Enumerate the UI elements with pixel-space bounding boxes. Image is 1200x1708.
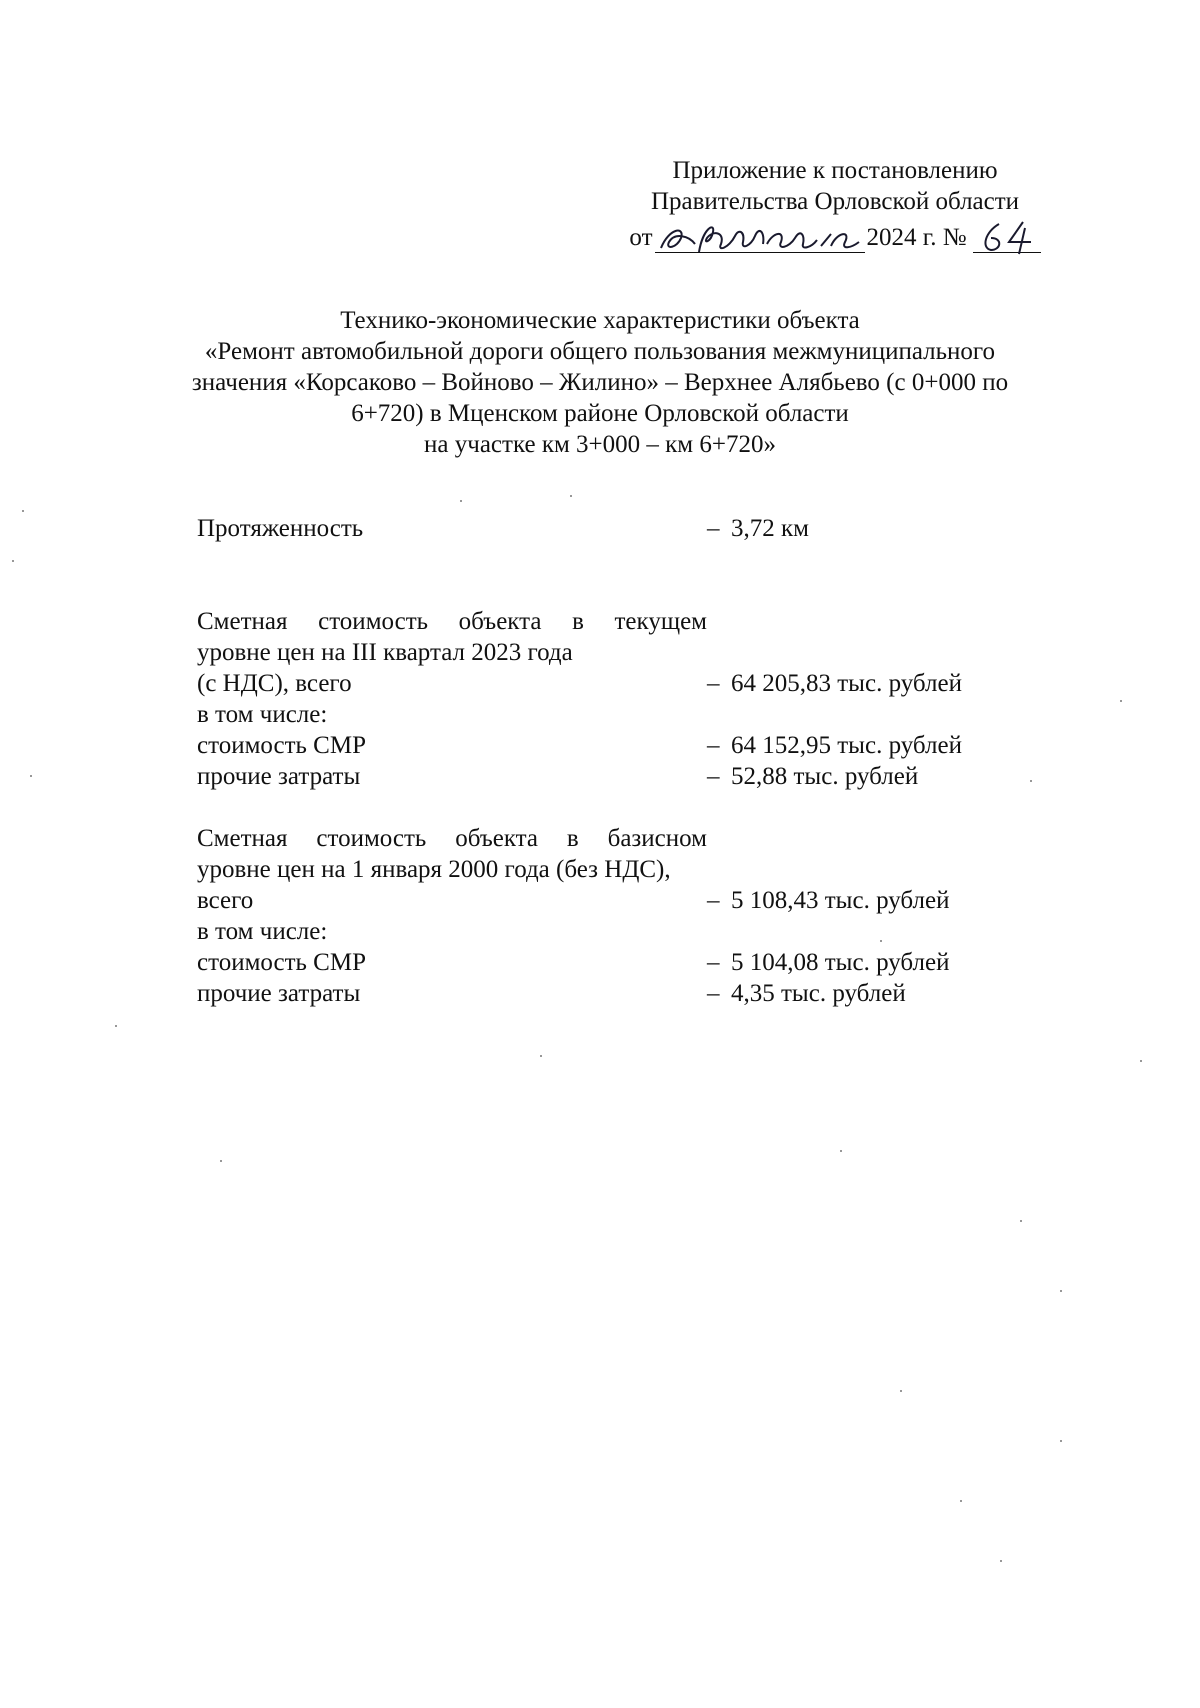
- title-line-4: 6+720) в Мценском районе Орловской области: [351, 400, 849, 427]
- base-cost-label-line-2: уровне цен на 1 января 2000 года (без НДС),: [197, 856, 671, 883]
- base-smr-value: 5 104,08 тыс. рублей: [731, 949, 950, 976]
- characteristics-list: [197, 513, 1057, 1009]
- current-other-row: [197, 761, 1057, 792]
- appendix-line-2: Правительства Орловской области: [650, 188, 1020, 215]
- appendix-header: [600, 155, 1070, 253]
- handwritten-date: [655, 226, 865, 253]
- base-other-value: 4,35 тыс. рублей: [731, 980, 906, 1007]
- base-other-row: [197, 978, 1057, 1009]
- base-cost-total: 5 108,43 тыс. рублей: [731, 887, 950, 914]
- handwritten-number: [973, 226, 1041, 253]
- base-smr-row: [197, 947, 1057, 978]
- current-smr-label: стоимость СМР: [197, 732, 366, 759]
- base-cost-label-line-3: всего: [197, 887, 254, 914]
- dash: –: [707, 670, 720, 697]
- appendix-line-1: Приложение к постановлению: [672, 157, 998, 184]
- current-other-value: 52,88 тыс. рублей: [731, 763, 919, 790]
- title-line-2: «Ремонт автомобильной дороги общего пользования межмуниципального: [204, 338, 996, 365]
- appendix-prefix: от: [629, 224, 653, 251]
- title-line-5: на участке км 3+000 – км 6+720»: [424, 431, 776, 458]
- handwritten-date-icon: [655, 218, 865, 258]
- base-cost-label-line-1: Сметная стоимость объекта в базисном: [197, 825, 707, 852]
- dash: –: [707, 763, 720, 790]
- current-cost-total: 64 205,83 тыс. рублей: [731, 670, 962, 697]
- handwritten-number-icon: [973, 218, 1041, 258]
- document-title: [160, 305, 1040, 460]
- current-smr-value: 64 152,95 тыс. рублей: [731, 732, 962, 759]
- base-other-label: прочие затраты: [197, 980, 361, 1007]
- base-cost-total-row: [197, 823, 1057, 916]
- dash: –: [707, 887, 720, 914]
- length-label: Протяженность: [197, 515, 364, 542]
- current-cost-label-line-3: (с НДС), всего: [197, 670, 352, 697]
- current-other-label: прочие затраты: [197, 763, 361, 790]
- current-cost-total-row: [197, 606, 1057, 699]
- title-line-3: значения «Корсаково – Войново – Жилино» – Верхнее Алябьево (с 0+000 по: [191, 369, 1009, 396]
- base-smr-label: стоимость СМР: [197, 949, 366, 976]
- current-cost-including: в том числе:: [197, 701, 328, 728]
- dash: –: [707, 949, 720, 976]
- base-cost-including: в том числе:: [197, 918, 328, 945]
- current-smr-row: [197, 730, 1057, 761]
- current-cost-label-line-1: Сметная стоимость объекта в текущем: [197, 608, 707, 635]
- dash: –: [707, 515, 720, 542]
- appendix-date-number-line: [600, 217, 1070, 253]
- appendix-year-text: 2024 г. №: [866, 224, 967, 251]
- dash: –: [707, 732, 720, 759]
- length-value: 3,72 км: [731, 515, 809, 542]
- dash: –: [707, 980, 720, 1007]
- length-row: [197, 513, 1057, 544]
- current-cost-label-line-2: уровне цен на III квартал 2023 года: [197, 639, 573, 666]
- title-line-1: Технико-экономические характеристики объекта: [340, 307, 860, 334]
